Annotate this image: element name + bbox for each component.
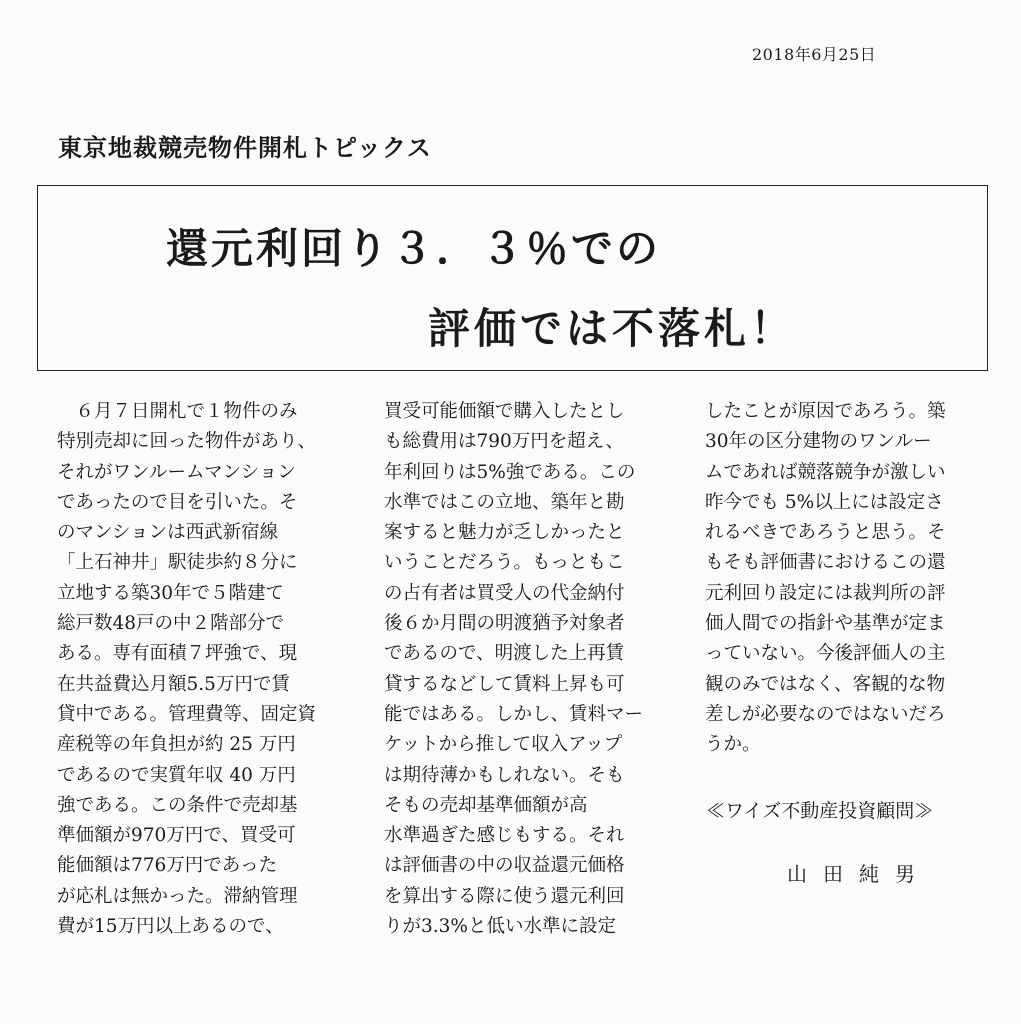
article-line: いうことだろう。もっともこ <box>384 552 625 574</box>
article-line: ある。専有面積７坪強で、現 <box>57 643 298 665</box>
article-line: もそも評価書におけるこの還 <box>705 552 946 574</box>
firm-name: ≪ワイズ不動産投資顧問≫ <box>706 800 934 822</box>
article-line: 強である。この条件で売却基 <box>57 794 298 816</box>
article-line: 費が15万円以上あるので、 <box>57 916 284 938</box>
article-line: の占有者は買受人の代金納付 <box>384 582 625 604</box>
article-line: 案すると魅力が乏しかったと <box>384 522 625 544</box>
article-line: っていない。今後評価人の主 <box>705 643 946 665</box>
article-line: 能価額は776万円であった <box>57 855 278 877</box>
article-line: も総費用は790万円を超え、 <box>384 431 624 453</box>
article-column-3 <box>705 397 946 761</box>
article-line: 昨今でも 5%以上には設定さ <box>705 491 944 513</box>
article-column-1 <box>57 397 316 942</box>
article-line: 30年の区分建物のワンルー <box>705 431 932 453</box>
article-line: 貸中である。管理費等、固定資 <box>57 703 317 725</box>
headline-box <box>37 185 988 371</box>
author-name: 山田純男 <box>787 862 931 886</box>
article-line: 特別売却に回った物件があり、 <box>57 431 317 453</box>
publication-date: 2018年6月25日 <box>752 45 877 64</box>
article-line: ケットから推して収入アップ <box>384 734 623 756</box>
article-line: 差しが必要なのではないだろ <box>705 703 946 725</box>
article-line: 能ではある。しかし、賃料マー <box>384 703 644 725</box>
article-line: は期待薄かもしれない。そも <box>384 764 625 786</box>
article-line: りが3.3%と低い水準に設定 <box>384 916 617 938</box>
headline-line-2: 評価では不落札！ <box>428 304 797 353</box>
article-line: 貸するなどして賃料上昇も可 <box>384 673 625 695</box>
article-line: ６月７日開札で１物件のみ <box>57 401 298 422</box>
article-column-2 <box>384 397 643 942</box>
article-line: れるべきであろうと思う。そ <box>705 522 946 544</box>
article-line: 元利回り設定には裁判所の評 <box>705 582 946 604</box>
article-line: 水準過ぎた感じもする。それ <box>384 825 625 847</box>
article-line: 水準ではこの立地、築年と勘 <box>384 491 625 513</box>
article-line: は評価書の中の収益還元価格 <box>384 855 625 877</box>
article-line: のマンションは西武新宿線 <box>57 522 279 544</box>
article-line: であるので、明渡した上再賃 <box>384 643 625 665</box>
article-line: 準価額が970万円で、買受可 <box>57 825 296 847</box>
article-line: うか。 <box>705 734 761 756</box>
article-line: 年利回りは5%強である。この <box>384 461 636 483</box>
article-line: 立地する築30年で５階建て <box>57 582 285 604</box>
headline-line-1: 還元利回り３．３％での <box>166 224 662 273</box>
article-line: それがワンルームマンション <box>57 461 296 483</box>
article-line: 価人間での指針や基準が定ま <box>705 613 946 635</box>
article-line: であったので目を引いた。そ <box>57 491 298 513</box>
article-line: 買受可能価額で購入したとし <box>384 401 625 422</box>
article-line: 産税等の年負担が約 25 万円 <box>57 734 296 756</box>
article-line: 「上石神井」駅徒歩約８分に <box>57 552 298 574</box>
article-line: 在共益費込月額5.5万円で賃 <box>57 673 290 695</box>
article-line: 総戸数48戸の中２階部分で <box>57 613 285 635</box>
article-line: したことが原因であろう。築 <box>705 401 946 422</box>
article-line: ムであれば競落競争が激しい <box>705 461 946 483</box>
article-line: が応札は無かった。滞納管理 <box>57 885 298 907</box>
article-line: そもの売却基準価額が高 <box>384 794 588 816</box>
article-line: であるので実質年収 40 万円 <box>57 764 296 786</box>
article-line: 後６か月間の明渡猶予対象者 <box>384 613 625 635</box>
topic-heading: 東京地裁競売物件開札トピックス <box>58 134 432 162</box>
article-line: 観のみではなく、客観的な物 <box>705 673 946 695</box>
article-line: を算出する際に使う還元利回 <box>384 885 625 907</box>
